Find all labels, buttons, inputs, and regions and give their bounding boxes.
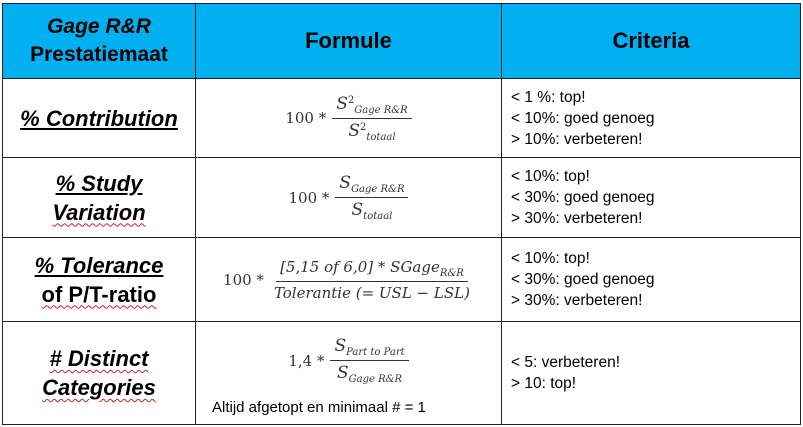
- table-row: [3, 238, 801, 322]
- metric-cell: [3, 322, 196, 425]
- criterion: > 10: top!: [511, 375, 577, 392]
- formula-denominator: Tolerantie (= USL − LSL): [273, 283, 470, 302]
- criterion: < 10%: goed genoeg: [511, 109, 655, 127]
- criteria-cell: [502, 238, 801, 322]
- formula-factor: 100 *: [285, 109, 327, 127]
- metric-name-line2: Variation: [52, 199, 146, 225]
- formula-note: Altijd afgetopt en minimaal # = 1: [212, 399, 426, 416]
- formula-den-sub: Gage R&R: [348, 374, 403, 385]
- formula-den-sub: totaal: [363, 211, 393, 222]
- metric-cell: [3, 158, 196, 238]
- criterion: < 30%: goed genoeg: [511, 271, 655, 288]
- criteria-cell: [502, 158, 801, 238]
- metric-cell: [3, 238, 196, 322]
- formula-num-sup: 2: [347, 94, 355, 106]
- criterion: < 10%: top!: [511, 250, 590, 267]
- formula-den-base: S: [348, 120, 360, 141]
- formula-num-sub: Part to Part: [346, 347, 405, 358]
- formula-factor: 100 *: [223, 270, 264, 289]
- criterion: < 10%: top!: [511, 168, 590, 185]
- formula: [289, 173, 409, 222]
- formula-factor: 100 *: [288, 188, 330, 207]
- formula: [288, 336, 408, 385]
- formula-cell: [196, 322, 502, 425]
- table-row: [3, 322, 801, 425]
- formula-cell: [196, 238, 502, 322]
- header-criteria: Criteria: [502, 4, 801, 79]
- criteria-cell: [502, 79, 801, 158]
- formula-num-base: S: [339, 173, 352, 193]
- gage-rr-table: [2, 3, 801, 425]
- criterion: > 10%: verbeteren!: [511, 130, 643, 148]
- criterion: < 1 %: top!: [511, 88, 586, 106]
- metric-name: % Contribution: [20, 105, 178, 131]
- header-metric-line1: Gage R&R: [47, 15, 151, 38]
- formula-den-sup: 2: [359, 121, 367, 133]
- header-metric-line2: Prestatiemaat: [30, 43, 168, 66]
- formula-numerator: [5,15 of 6,0] * SGage: [280, 257, 440, 276]
- criterion: > 30%: verbeteren!: [511, 210, 643, 227]
- criterion: < 5: verbeteren!: [511, 354, 620, 371]
- metric-name-line2: of P/T-ratio: [41, 281, 157, 307]
- formula-cell: [196, 158, 502, 238]
- formula-num-sub: R&R: [439, 267, 464, 279]
- metric-name-line2: Categories: [42, 375, 156, 400]
- header-row: [3, 4, 801, 79]
- formula-num-sub: Gage R&R: [354, 104, 408, 116]
- header-metric: [3, 4, 196, 79]
- formula-num-base: S: [336, 93, 348, 114]
- criteria-cell: [502, 322, 801, 425]
- metric-name-line1: % Tolerance: [34, 252, 164, 278]
- formula-den-base: S: [351, 200, 364, 220]
- table-row: [3, 79, 801, 158]
- table-row: [3, 158, 801, 238]
- formula: [285, 94, 411, 143]
- formula-den-base: S: [337, 363, 349, 383]
- criterion: > 30%: verbeteren!: [511, 292, 643, 309]
- header-formula: Formule: [196, 4, 502, 79]
- formula-num-sub: Gage R&R: [351, 184, 405, 195]
- formula-factor: 1,4 *: [288, 351, 325, 370]
- formula: [223, 258, 474, 302]
- metric-name-line1: % Study: [55, 170, 143, 196]
- metric-name-line1: # Distinct: [49, 346, 149, 371]
- metric-cell: [3, 79, 196, 158]
- criterion: < 30%: goed genoeg: [511, 189, 655, 206]
- formula-cell: [196, 79, 502, 158]
- formula-den-sub: totaal: [366, 131, 396, 143]
- formula-num-base: S: [334, 336, 347, 356]
